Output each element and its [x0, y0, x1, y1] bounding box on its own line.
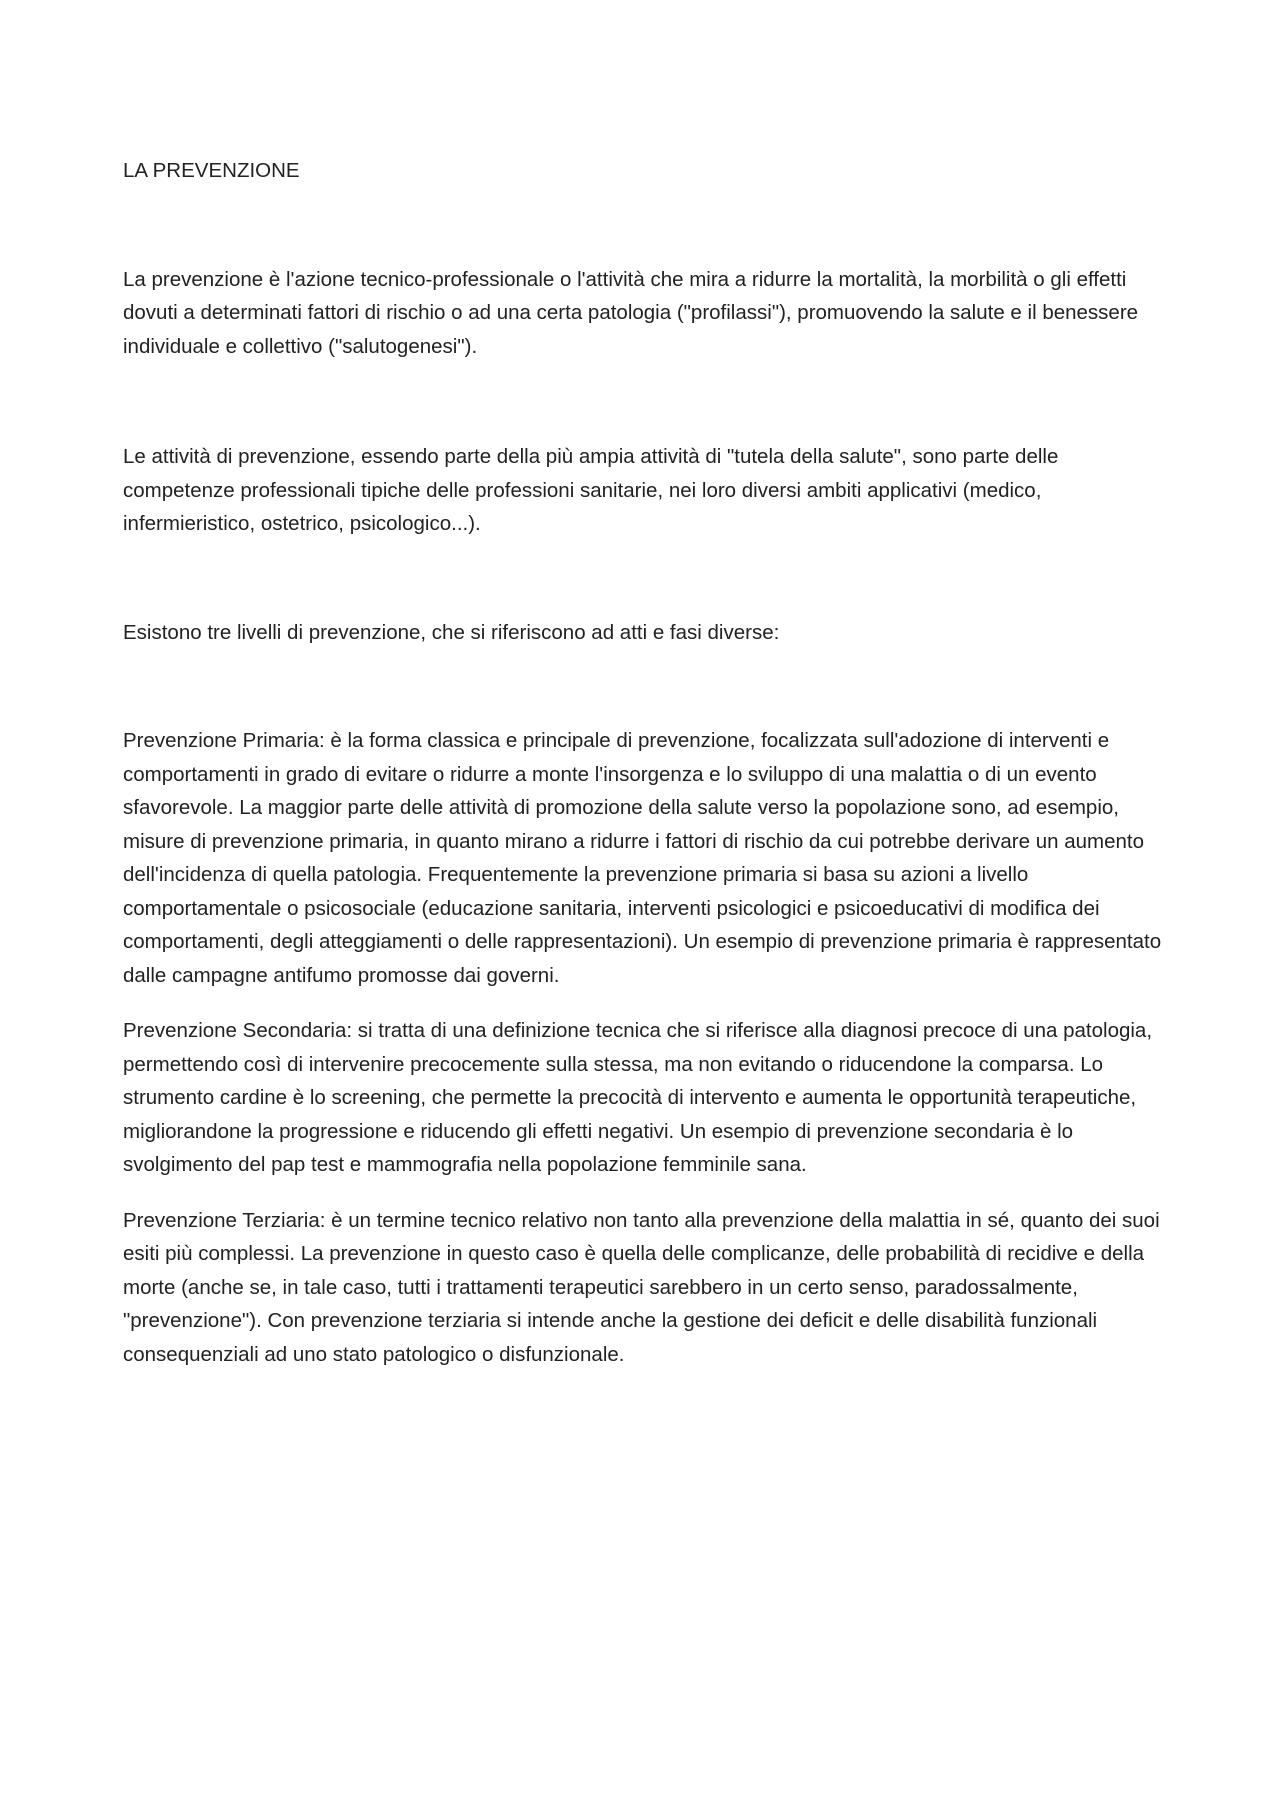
paragraph-livelli: Esistono tre livelli di prevenzione, che si riferiscono ad atti e fasi diverse:: [123, 620, 780, 644]
document-body: [123, 154, 1173, 1371]
paragraph-prevenzione-terziaria: Prevenzione Terziaria: è un termine tecnico relativo non tanto alla prevenzione della malattia in sé, quanto dei suoi esiti più complessi. La prevenzione in questo caso è quella delle complicanze, delle probabilità di recidive e della morte (anche se, in tale caso, tutti i trattamenti terapeutici sarebbero in un certo senso, paradossalmente, "prevenzione"). Con prevenzione terziaria si intende anche la gestione dei deficit e delle disabilità funzionali consequenziali ad uno stato patologico o disfunzionale.: [123, 1208, 1160, 1366]
paragraph-prevenzione-primaria: Prevenzione Primaria: è la forma classica e principale di prevenzione, focalizzata sull'adozione di interventi e comportamenti in grado di evitare o ridurre a monte l'insorgenza e lo sviluppo di una malattia o di un evento sfavorevole. La maggior parte delle attività di promozione della salute verso la popolazione sono, ad esempio, misure di prevenzione primaria, in quanto mirano a ridurre i fattori di rischio da cui potrebbe derivare un aumento dell'incidenza di quella patologia. Frequentemente la prevenzione primaria si basa su azioni a livello comportamentale o psicosociale (educazione sanitaria, interventi psicologici e psicoeducativi di modifica dei comportamenti, degli atteggiamenti o delle rappresentazioni). Un esempio di prevenzione primaria è rappresentato dalle campagne antifumo promosse dai governi.: [123, 729, 1162, 987]
paragraph-intro: La prevenzione è l'azione tecnico-professionale o l'attività che mira a ridurre la mortalità, la morbilità o gli effetti dovuti a determinati fattori di rischio o ad una certa patologia ("profilassi"), promuovendo la salute e il benessere individuale e collettivo ("salutogenesi").: [123, 267, 1139, 358]
document-title: LA PREVENZIONE: [123, 159, 300, 182]
paragraph-prevenzione-secondaria: Prevenzione Secondaria: si tratta di una definizione tecnica che si riferisce alla diagnosi precoce di una patologia, permettendo così di intervenire precocemente sulla stessa, ma non evitando o riducendone la comparsa. Lo strumento cardine è lo screening, che permette la precocità di intervento e aumenta le opportunità terapeutiche, migliorandone la progressione e riducendo gli effetti negativi. Un esempio di prevenzione secondaria è lo svolgimento del pap test e mammografia nella popolazione femminile sana.: [123, 1019, 1153, 1176]
paragraph-tutela-salute: Le attività di prevenzione, essendo parte della più ampia attività di "tutela della salute", sono parte delle competenze professionali tipiche delle professioni sanitarie, nei loro diversi ambiti applicativi (medico, infermieristico, ostetrico, psicologico...).: [123, 445, 1059, 535]
